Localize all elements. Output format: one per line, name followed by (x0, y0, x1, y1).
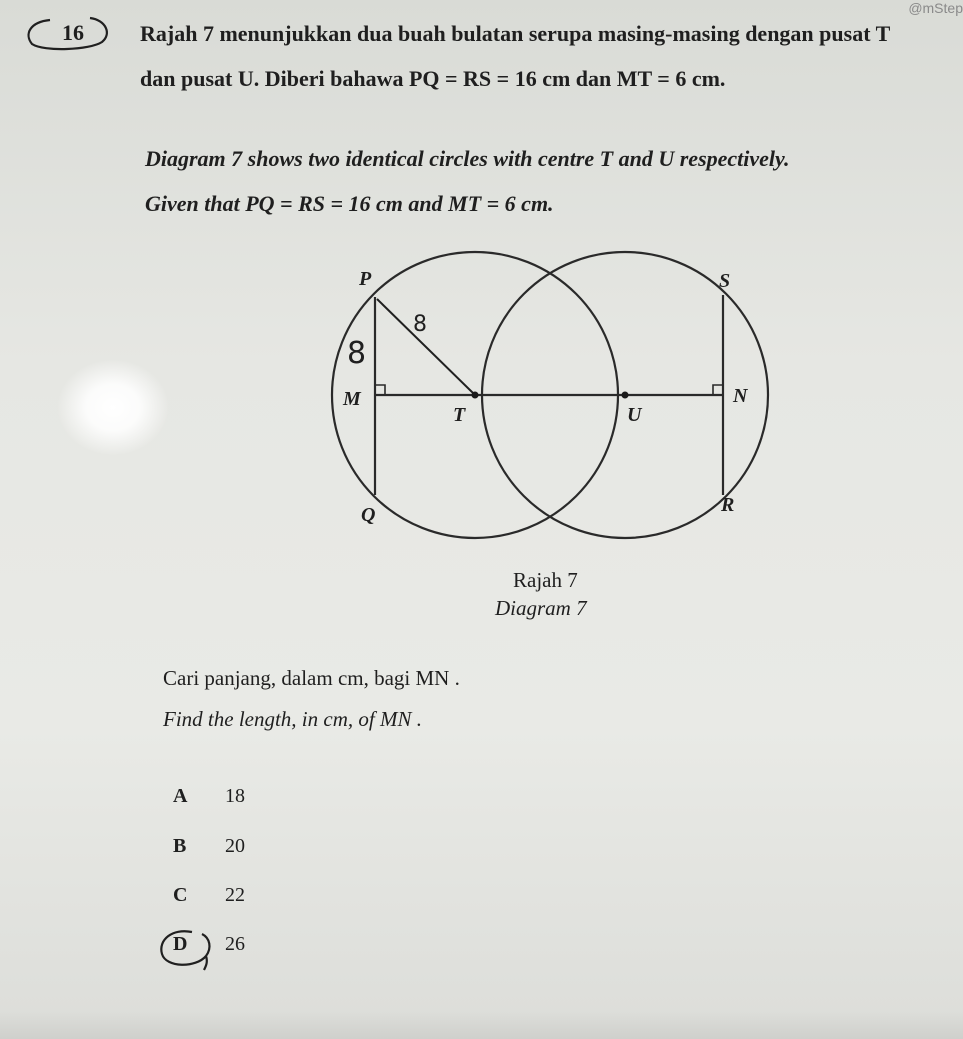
caption-malay: Rajah 7 (513, 568, 578, 592)
label-q: Q (361, 504, 376, 526)
label-m: M (343, 388, 361, 410)
malay-statement-line1: Rajah 7 menunjukkan dua buah bulatan serupa masing-masing dengan pusat T (140, 21, 891, 46)
light-glare (58, 360, 168, 455)
diagram-two-circles (315, 245, 795, 555)
right-angle-m (375, 385, 385, 395)
corner-watermark: @mStep (908, 0, 963, 16)
option-b-letter: B (173, 835, 187, 857)
prompt-malay: Cari panjang, dalam cm, bagi MN . (163, 666, 460, 690)
label-s: S (719, 270, 731, 292)
label-n: N (733, 385, 748, 407)
point-t (472, 392, 479, 399)
malay-statement-line2: dan pusat U. Diberi bahawa PQ = RS = 16 cm dan MT = 6 cm. (140, 66, 726, 91)
label-t: T (453, 404, 466, 426)
option-a-value: 18 (225, 785, 245, 807)
handwritten-8-upper: 8 (413, 312, 427, 337)
option-d-value: 26 (225, 933, 245, 955)
point-u (622, 392, 629, 399)
prompt-english: Find the length, in cm, of MN . (163, 707, 422, 731)
handwritten-8-left: 8 (347, 336, 367, 371)
option-c-letter: C (173, 884, 188, 906)
option-b-value: 20 (225, 835, 245, 857)
question-number: 16 (62, 20, 84, 45)
page-bottom-shadow (0, 1011, 963, 1039)
label-r: R (721, 494, 735, 516)
option-d-letter: D (173, 933, 188, 955)
label-u: U (627, 404, 642, 426)
english-statement-line2: Given that PQ = RS = 16 cm and MT = 6 cm. (145, 191, 554, 216)
label-p: P (359, 268, 372, 290)
option-c-value: 22 (225, 884, 245, 906)
caption-english: Diagram 7 (495, 596, 587, 620)
right-angle-n (713, 385, 723, 395)
option-a-letter: A (173, 785, 188, 807)
english-statement-line1: Diagram 7 shows two identical circles with centre T and U respectively. (145, 146, 790, 171)
